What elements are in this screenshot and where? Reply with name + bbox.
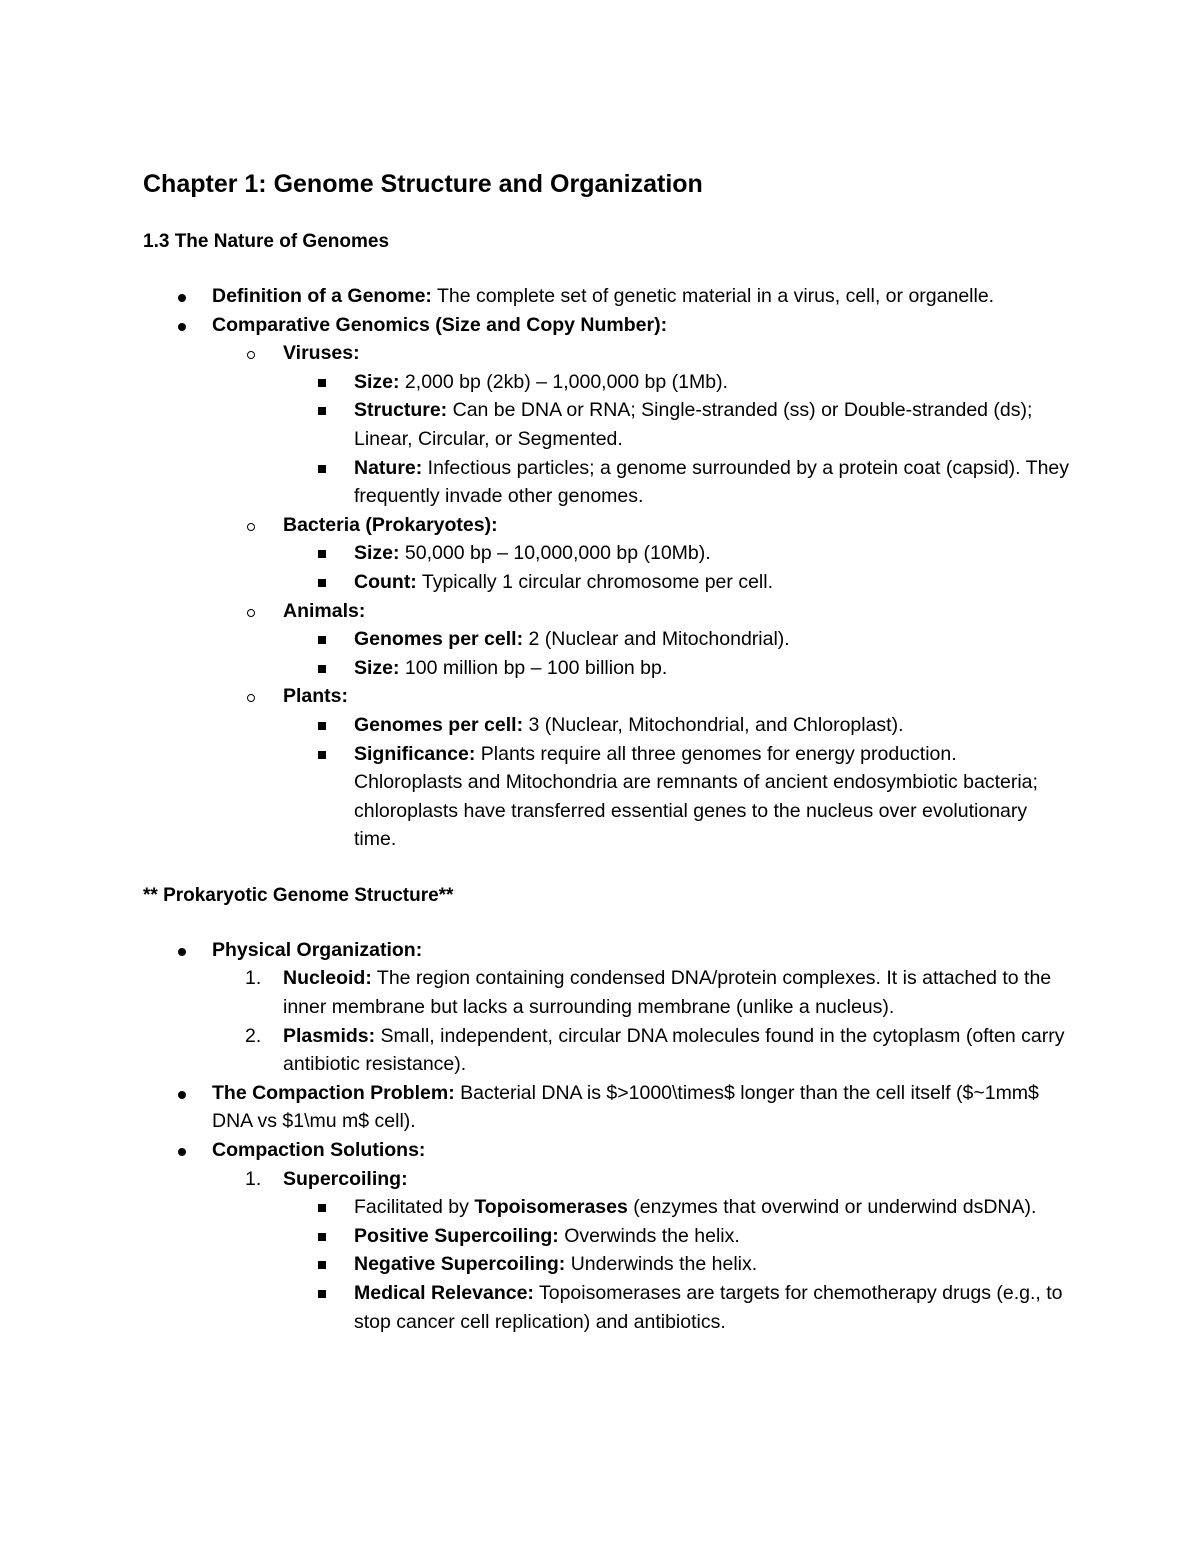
list-item-plants: [212, 682, 1070, 854]
plasmids-text: Small, independent, circular DNA molecules found in the cytoplasm (often carry antibiotic resistance).: [283, 1024, 1065, 1076]
bullet-disc-icon: [178, 294, 186, 302]
bullet-square-icon: [318, 407, 326, 415]
list-item-bacteria-count: [283, 568, 1070, 597]
plants-details: [283, 711, 1070, 854]
list-item-animals-genomes: [283, 625, 1070, 654]
compaction-solutions-numbered-list: [212, 1165, 1070, 1337]
plants-significance-label: Significance:: [354, 742, 476, 765]
animals-genomes-label: Genomes per cell:: [354, 628, 524, 651]
animals-details: [283, 625, 1070, 682]
virus-size-label: Size:: [354, 370, 400, 393]
list-item-physical-organization: [143, 936, 1070, 1079]
list-item-bacteria-size: [283, 539, 1070, 568]
definition-label: Definition of a Genome:: [212, 285, 432, 307]
compaction-problem-text: Bacterial DNA is $>1000\times$ longer than the cell itself ($~1mm$ DNA vs $1\mu m$ cell).: [212, 1081, 1039, 1133]
supercoiling-label: Supercoiling:: [283, 1167, 408, 1190]
medical-relevance-text: Topoisomerases are targets for chemotherapy drugs (e.g., to stop cancer cell replication) and antibiotics.: [354, 1282, 1063, 1333]
bullet-circle-icon: [247, 694, 255, 702]
plasmids-label: Plasmids:: [283, 1024, 376, 1047]
definition-text: The complete set of genetic material in a virus, cell, or organelle.: [431, 285, 995, 307]
virus-nature-label: Nature:: [354, 456, 423, 479]
plants-label: Plants:: [283, 685, 349, 708]
plants-genomes-text: 3 (Nuclear, Mitochondrial, and Chloroplast).: [523, 713, 904, 736]
bullet-circle-icon: [247, 609, 255, 617]
organism-list: [212, 339, 1070, 854]
virus-structure-text: Can be DNA or RNA; Single-stranded (ss) or Double-stranded (ds); Linear, Circular, or Segmented.: [354, 399, 1033, 450]
topoisomerases-term: Topoisomerases: [474, 1196, 628, 1219]
positive-supercoiling-text: Overwinds the helix.: [558, 1224, 740, 1247]
bullet-square-icon: [318, 751, 326, 759]
bullet-square-icon: [318, 579, 326, 587]
section-heading-nature-of-genomes: 1.3 The Nature of Genomes: [143, 231, 390, 252]
list-item-supercoiling: [212, 1165, 1070, 1337]
bullet-circle-icon: [247, 523, 255, 531]
animals-size-label: Size:: [354, 656, 400, 679]
virus-structure-label: Structure:: [354, 399, 448, 422]
comparative-genomics-label: Comparative Genomics (Size and Copy Number):: [212, 313, 668, 336]
compaction-solutions-label: Compaction Solutions:: [212, 1139, 426, 1162]
bullet-square-icon: [318, 550, 326, 558]
list-item-negative-supercoiling: [283, 1250, 1070, 1279]
nucleoid-text: The region containing condensed DNA/protein complexes. It is attached to the inner membrane but lacks a surrounding membrane (unlike a nucleus).: [283, 967, 1052, 1019]
virus-size-text: 2,000 bp (2kb) – 1,000,000 bp (1Mb).: [399, 370, 728, 393]
chapter-title: Chapter 1: Genome Structure and Organization: [143, 170, 703, 198]
bullet-square-icon: [318, 1290, 326, 1298]
facilitated-text: Facilitated by: [354, 1196, 475, 1219]
nature-of-genomes-list: [143, 282, 1070, 854]
bullet-square-icon: [318, 722, 326, 730]
bullet-disc-icon: [178, 1091, 186, 1099]
bacteria-details: [283, 539, 1070, 596]
list-item-viruses: [212, 339, 1070, 511]
virus-nature-text: Infectious particles; a genome surrounded by a protein coat (capsid). They frequently invade other genomes.: [354, 456, 1070, 508]
list-item-comparative-genomics: [143, 311, 1070, 854]
medical-relevance-label: Medical Relevance:: [354, 1282, 534, 1304]
bacteria-size-label: Size:: [354, 542, 400, 565]
section-heading-prokaryotic-genome: ** Prokaryotic Genome Structure**: [143, 884, 454, 906]
list-item-bacteria: [212, 511, 1070, 597]
bullet-square-icon: [318, 665, 326, 673]
bacteria-count-text: Typically 1 circular chromosome per cell.: [416, 570, 773, 593]
physical-organization-label: Physical Organization:: [212, 938, 423, 961]
bacteria-label: Bacteria (Prokaryotes):: [283, 513, 498, 536]
list-item-compaction-solutions: [143, 1136, 1070, 1336]
list-item-animals-size: [283, 654, 1070, 683]
list-item-animals: [212, 597, 1070, 683]
list-item-plants-genomes: [283, 711, 1070, 740]
bullet-square-icon: [318, 1204, 326, 1212]
list-item-nucleoid: [212, 964, 1070, 1021]
physical-organization-numbered-list: [212, 964, 1070, 1078]
bullet-square-icon: [318, 1233, 326, 1241]
list-item-positive-supercoiling: [283, 1222, 1070, 1251]
bullet-square-icon: [318, 379, 326, 387]
bacteria-count-label: Count:: [354, 570, 417, 593]
list-item-plasmids: [212, 1022, 1070, 1079]
supercoiling-details: [283, 1193, 1070, 1336]
list-number: 1.: [245, 1167, 262, 1190]
bacteria-size-text: 50,000 bp – 10,000,000 bp (10Mb).: [399, 542, 711, 565]
list-item-compaction-problem: [143, 1079, 1070, 1136]
animals-size-text: 100 million bp – 100 billion bp.: [399, 656, 668, 679]
bullet-square-icon: [318, 465, 326, 473]
facilitated-text-end: (enzymes that overwind or underwind dsDNA).: [627, 1196, 1037, 1219]
prokaryotic-genome-list: [143, 936, 1070, 1336]
list-number: 1.: [245, 967, 262, 990]
negative-supercoiling-text: Underwinds the helix.: [565, 1253, 758, 1276]
list-item-virus-nature: [283, 454, 1070, 511]
bullet-disc-icon: [178, 1148, 186, 1156]
nucleoid-label: Nucleoid:: [283, 967, 372, 990]
bullet-disc-icon: [178, 323, 186, 331]
list-item-definition: [143, 282, 1070, 311]
positive-supercoiling-label: Positive Supercoiling:: [354, 1224, 559, 1247]
bullet-square-icon: [318, 636, 326, 644]
list-item-topoisomerases: [283, 1193, 1070, 1222]
list-item-medical-relevance: [283, 1279, 1070, 1336]
list-item-virus-structure: [283, 396, 1070, 453]
viruses-label: Viruses:: [283, 342, 360, 365]
plants-significance-text: Plants require all three genomes for energy production. Chloroplasts and Mitochondria are remnants of ancient endosymbiotic bacteria; chloroplasts have transferred essential genes to the nucleus over evolutionary time.: [354, 742, 1038, 851]
compaction-problem-label: The Compaction Problem:: [212, 1081, 455, 1104]
negative-supercoiling-label: Negative Supercoiling:: [354, 1253, 566, 1276]
bullet-disc-icon: [178, 948, 186, 956]
bullet-circle-icon: [247, 351, 255, 359]
list-item-plants-significance: [283, 740, 1070, 854]
viruses-details: [283, 368, 1070, 511]
list-number: 2.: [245, 1024, 262, 1047]
list-item-virus-size: [283, 368, 1070, 397]
bullet-square-icon: [318, 1261, 326, 1269]
plants-genomes-label: Genomes per cell:: [354, 713, 524, 736]
animals-genomes-text: 2 (Nuclear and Mitochondrial).: [523, 628, 790, 651]
animals-label: Animals:: [283, 599, 366, 622]
